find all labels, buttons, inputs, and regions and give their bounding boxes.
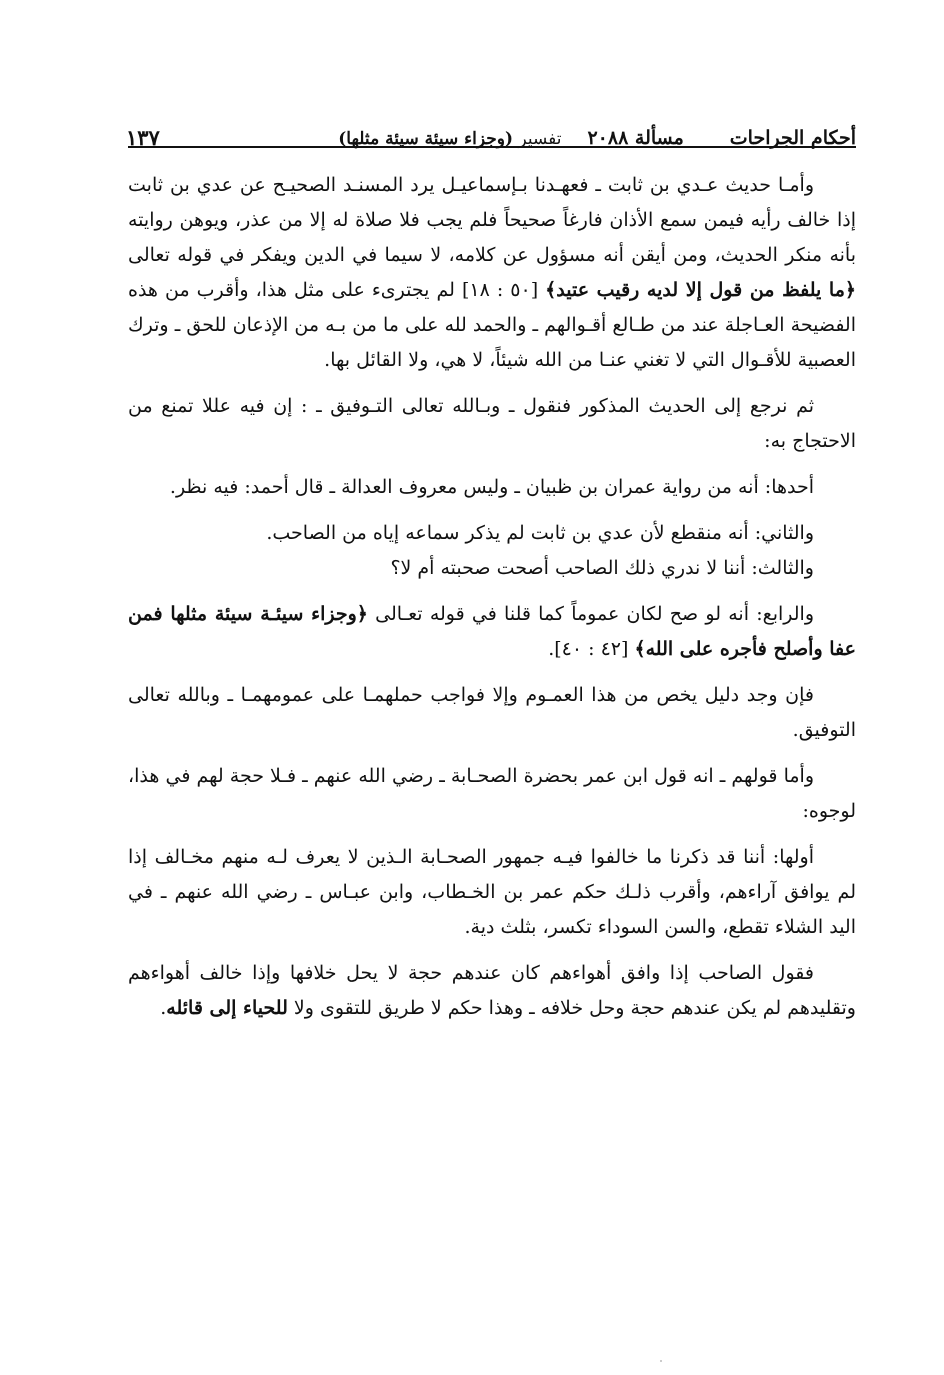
paragraph-text: .: [160, 997, 167, 1019]
paragraph-text: أحدها: أنه من رواية عمران بن ظبيان ـ وليس معروف العدالة ـ قال أحمد: فيه نظر.: [169, 476, 814, 498]
paragraph-text: ثم نرجع إلى الحديث المذكور فنقول ـ وبـالله تعالى التـوفيق ـ : إن فيه عللا تمنع من الاحتجاج به:: [128, 395, 856, 452]
paragraph: [128, 597, 856, 667]
paragraph-text: والرابع: أنه لو صح لكان عموماً كما قلنا في قوله تعـالى: [367, 603, 814, 625]
paragraph-text: والثاني: أنه منقطع لأن عدي بن ثابت لم يذكر سماعه إياه من الصاحب.: [266, 522, 814, 544]
issue-number: مسألة ٢٠٨٨: [587, 127, 684, 149]
paragraph-text: وأمـا حديث عـدي بن ثابت ـ فعهـدنا بـإسماعيـل يرد المسنـد الصحيـح عن عدي بن ثابت إذا خالف رأيه فيمن سمع الأذان فارغاً صحيحاً فلم يجب فلا صلاة له إلا من عذر، ويوهن روايته بأنه منكر الحديث، ومن أيقن أنه مسؤول عن كلامه، لا سيما في الدين ويفكر في قوله تعالى: [128, 174, 856, 266]
paragraph: [128, 516, 856, 551]
tafsir-verse: (وجزاء سيئة سيئة مثلها): [338, 129, 514, 149]
paragraph-text: فإن وجد دليل يخص من هذا العمـوم وإلا فواجب حملهمـا على عمومهمـا ـ وبالله تعالى التوفيق.: [128, 684, 856, 741]
paragraph-text: [٥٠ : ١٨] لم يجترىء على مثل هذا، وأقرب من هذه الفضيحة العـاجلة عند من طـالع أقـوالهم ـ والحمد لله على ما من بـه من الإذعان للحق ـ وترك العصبية للأقـوال التي لا تغني عنـا من الله شيئاً، لا هي، ولا القائل بها.: [128, 279, 856, 371]
quran-verse: للحياء إلى قائله: [166, 997, 288, 1019]
paragraph: [128, 956, 856, 1026]
paragraph-text: أولها: أننا قد ذكرنا ما خالفوا فيـه جمهور الصحـابة الـذين لا يعرف لـه منهم مخـالف إذا لم يوافق آراءهم، وأقرب ذلـك حكم عمر بن الخـطاب، وابن عبـاس ـ رضي الله عنهم ـ في اليد الشلاء تقطع، والسن السوداء تكسر، بثلث دية.: [128, 846, 856, 938]
book-title: أحكام الجراحات: [729, 127, 856, 149]
quran-verse: ﴿ما يلفظ من قول إلا لديه رقيب عتيد﴾: [545, 279, 857, 301]
paragraph-text: والثالث: أننا لا ندري ذلك الصاحب أصحت صحبته أم لا؟: [390, 557, 814, 579]
tafsir-label: تفسير: [518, 129, 562, 149]
scan-speck: [660, 1360, 662, 1362]
header-divider: [128, 146, 856, 148]
paragraph: [128, 389, 856, 459]
paragraph-text: [٤٢ : ٤٠].: [548, 638, 635, 660]
paragraph: [128, 551, 856, 586]
page-number: ١٣٧: [126, 125, 160, 150]
paragraph: [128, 678, 856, 748]
paragraph: [128, 168, 856, 378]
quran-verse: ﴿وجزاء سيئـة سيئة مثلها فمن عفا وأصلح فأجره على الله﴾: [128, 603, 856, 660]
body-text: [128, 168, 856, 1037]
paragraph: [128, 759, 856, 829]
paragraph: [128, 840, 856, 945]
paragraph-text: وأما قولهم ـ انه قول ابن عمر بحضرة الصحـابة ـ رضي الله عنهم ـ فـلا حجة لهم في هذا، لوجوه:: [128, 765, 856, 822]
running-header: [118, 104, 856, 148]
paragraph: [128, 470, 856, 505]
paragraph-text: فقول الصاحب إذا وافق أهواءهم كان عندهم حجة لا يحل خلافها وإذا خالف أهواءهم وتقليدهم لم يكن عندهم حجة وحل خلافه ـ وهذا حكم لا طريق للتقوى ولا: [128, 962, 856, 1019]
